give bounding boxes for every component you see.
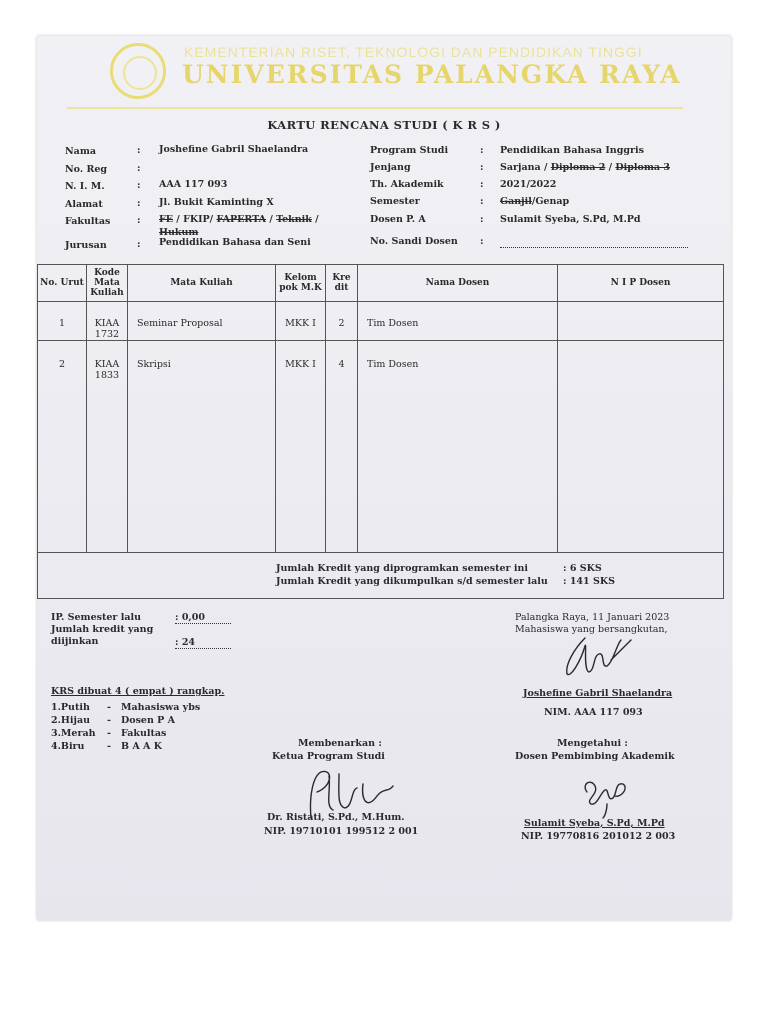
thakademik-label: Th. Akademik bbox=[370, 179, 444, 190]
copy-color: 3.Merah bbox=[51, 728, 96, 739]
course-table bbox=[37, 264, 724, 599]
copies-title: KRS dibuat 4 ( empat ) rangkap. bbox=[51, 686, 225, 697]
col-header-kode: Kode Mata Kuliah bbox=[87, 265, 128, 302]
cell-no: 1 bbox=[38, 302, 87, 341]
copy-color: 2.Hijau bbox=[51, 715, 91, 726]
cell-nip bbox=[558, 302, 724, 341]
table-header-row bbox=[38, 265, 724, 302]
totals-cell bbox=[38, 553, 724, 599]
ministry-name: KEMENTERIAN RISET, TEKNOLOGI DAN PENDIDIKAN TINGGI bbox=[184, 44, 643, 60]
alamat-label: Alamat bbox=[65, 199, 103, 210]
dosenpa-value: Sulamit Syeba, S.Pd, M.Pd bbox=[500, 214, 641, 225]
ip-label: IP. Semester lalu bbox=[51, 612, 142, 623]
allowed-label: Jumlah kredit yang diijinkan bbox=[51, 624, 154, 647]
fakultas-option-hukum: Hukum bbox=[159, 227, 199, 238]
totals-row bbox=[38, 553, 724, 599]
nim-value: AAA 117 093 bbox=[159, 179, 228, 190]
kaprodi-line1: Membenarkan : bbox=[298, 738, 382, 749]
col-header-matkul: Mata Kuliah bbox=[128, 265, 276, 302]
cell-kode: KIAA 1833 bbox=[87, 341, 128, 553]
cell-kelompok: MKK I bbox=[276, 341, 326, 553]
allowed-value: : 24 bbox=[175, 637, 231, 649]
kaprodi-line2: Ketua Program Studi bbox=[272, 751, 385, 762]
sandi-label: No. Sandi Dosen bbox=[370, 236, 458, 247]
table-row bbox=[38, 302, 724, 341]
prodi-value: Pendidikan Bahasa Inggris bbox=[500, 145, 644, 156]
copy-color: 4.Biru bbox=[51, 741, 85, 752]
student-role: Mahasiswa yang bersangkutan, bbox=[515, 624, 668, 635]
jenjang-option-sarjana: Sarjana / bbox=[500, 162, 551, 173]
pa-line1: Mengetahui : bbox=[557, 738, 628, 749]
dosenpa-colon: : bbox=[480, 214, 484, 225]
jenjang-value bbox=[500, 162, 670, 173]
fakultas-option-fkip: / FKIP/ bbox=[173, 214, 217, 225]
cell-dosen: Tim Dosen bbox=[358, 341, 558, 553]
cell-nip bbox=[558, 341, 724, 553]
pa-nip: NIP. 19770816 201012 2 003 bbox=[521, 831, 676, 842]
col-header-kredit: Kre dit bbox=[326, 265, 358, 302]
semester-option-genap: /Genap bbox=[531, 196, 570, 207]
fakultas-option-teknik: Teknik bbox=[276, 214, 312, 225]
copy-dash: - bbox=[107, 741, 111, 752]
fakultas-colon: : bbox=[137, 215, 141, 226]
semester-value bbox=[500, 196, 569, 207]
total-collected-value: : 141 SKS bbox=[563, 576, 615, 587]
semester-option-ganjil: Ganjil bbox=[500, 196, 532, 207]
cell-no: 2 bbox=[38, 341, 87, 553]
prodi-colon: : bbox=[480, 145, 484, 156]
copies-destinations bbox=[121, 701, 200, 753]
total-collected-label: Jumlah Kredit yang dikumpulkan s/d semester lalu bbox=[276, 576, 548, 587]
student-nim: NIM. AAA 117 093 bbox=[544, 707, 643, 718]
kaprodi-name: Dr. Ristati, S.Pd., M.Hum. bbox=[267, 812, 405, 823]
copy-dash: - bbox=[107, 728, 111, 739]
pa-name: Sulamit Syeba, S.Pd, M.Pd bbox=[524, 818, 665, 829]
cell-dosen: Tim Dosen bbox=[358, 302, 558, 341]
col-header-nip: N I P Dosen bbox=[558, 265, 724, 302]
copy-destination: Dosen P A bbox=[121, 715, 176, 726]
nama-label: Nama bbox=[65, 146, 97, 157]
jenjang-separator: / bbox=[605, 162, 616, 173]
jenjang-label: Jenjang bbox=[370, 162, 411, 173]
fakultas-option-fe: FE bbox=[159, 214, 173, 225]
alamat-colon: : bbox=[137, 198, 141, 209]
fakultas-separator-2: / bbox=[311, 214, 319, 225]
copies-colors bbox=[51, 701, 96, 753]
cell-kelompok: MKK I bbox=[276, 302, 326, 341]
cell-kode: KIAA 1732 bbox=[87, 302, 128, 341]
fakultas-value bbox=[159, 214, 319, 225]
kaprodi-nip: NIP. 19710101 199512 2 001 bbox=[264, 826, 419, 837]
jurusan-label: Jurusan bbox=[65, 240, 107, 251]
table-row bbox=[38, 341, 724, 553]
cell-matkul: Seminar Proposal bbox=[128, 302, 276, 341]
prodi-label: Program Studi bbox=[370, 145, 449, 156]
place-date: Palangka Raya, 11 Januari 2023 bbox=[515, 612, 670, 623]
cell-kredit: 2 bbox=[326, 302, 358, 341]
fakultas-separator: / bbox=[266, 214, 277, 225]
nama-colon: : bbox=[137, 145, 141, 156]
student-name: Joshefine Gabril Shaelandra bbox=[523, 688, 673, 699]
form-title: KARTU RENCANA STUDI ( K R S ) bbox=[267, 118, 501, 132]
jenjang-colon: : bbox=[480, 162, 484, 173]
fakultas-label: Fakultas bbox=[65, 216, 111, 227]
thakademik-colon: : bbox=[480, 179, 484, 190]
fakultas-option-faperta: FAPERTA bbox=[216, 214, 267, 225]
dosenpa-label: Dosen P. A bbox=[370, 214, 426, 225]
col-header-kelompok: Kelom pok M.K bbox=[276, 265, 326, 302]
krs-document bbox=[37, 36, 731, 920]
nim-colon: : bbox=[137, 180, 141, 191]
copy-destination: Mahasiswa ybs bbox=[121, 702, 201, 713]
student-signature-icon bbox=[555, 634, 635, 680]
sandi-blank-line bbox=[500, 246, 688, 248]
cell-matkul: Skripsi bbox=[128, 341, 276, 553]
jenjang-option-d2: Diploma 2 bbox=[550, 162, 606, 173]
jenjang-option-d3: Diploma 3 bbox=[615, 162, 670, 173]
nim-label: N. I. M. bbox=[65, 181, 105, 192]
noreg-label: No. Reg bbox=[65, 164, 108, 175]
sandi-colon: : bbox=[480, 236, 484, 247]
copies-dashes bbox=[107, 701, 111, 753]
university-name: UNIVERSITAS PALANGKA RAYA bbox=[182, 60, 682, 89]
total-programmed-value: : 6 SKS bbox=[563, 563, 602, 574]
noreg-colon: : bbox=[137, 163, 141, 174]
ip-value: : 0,00 bbox=[175, 612, 231, 624]
cell-kredit: 4 bbox=[326, 341, 358, 553]
university-logo-icon bbox=[110, 43, 166, 99]
thakademik-value: 2021/2022 bbox=[500, 179, 557, 190]
semester-label: Semester bbox=[370, 196, 420, 207]
semester-colon: : bbox=[480, 196, 484, 207]
copy-dash: - bbox=[107, 715, 111, 726]
letterhead-divider bbox=[67, 107, 683, 109]
copy-destination: B A A K bbox=[121, 741, 162, 752]
copy-color: 1.Putih bbox=[51, 702, 90, 713]
copy-destination: Fakultas bbox=[121, 728, 167, 739]
jurusan-value: Pendidikan Bahasa dan Seni bbox=[159, 237, 311, 248]
col-header-no: No. Urut bbox=[38, 265, 87, 302]
nama-value: Joshefine Gabril Shaelandra bbox=[159, 144, 309, 155]
jurusan-colon: : bbox=[137, 239, 141, 250]
col-header-dosen: Nama Dosen bbox=[358, 265, 558, 302]
pa-line2: Dosen Pembimbing Akademik bbox=[515, 751, 675, 762]
alamat-value: Jl. Bukit Kaminting X bbox=[159, 197, 274, 208]
pa-signature-icon bbox=[577, 774, 637, 820]
total-programmed-label: Jumlah Kredit yang diprogramkan semester ini bbox=[276, 563, 528, 574]
copy-dash: - bbox=[107, 702, 111, 713]
